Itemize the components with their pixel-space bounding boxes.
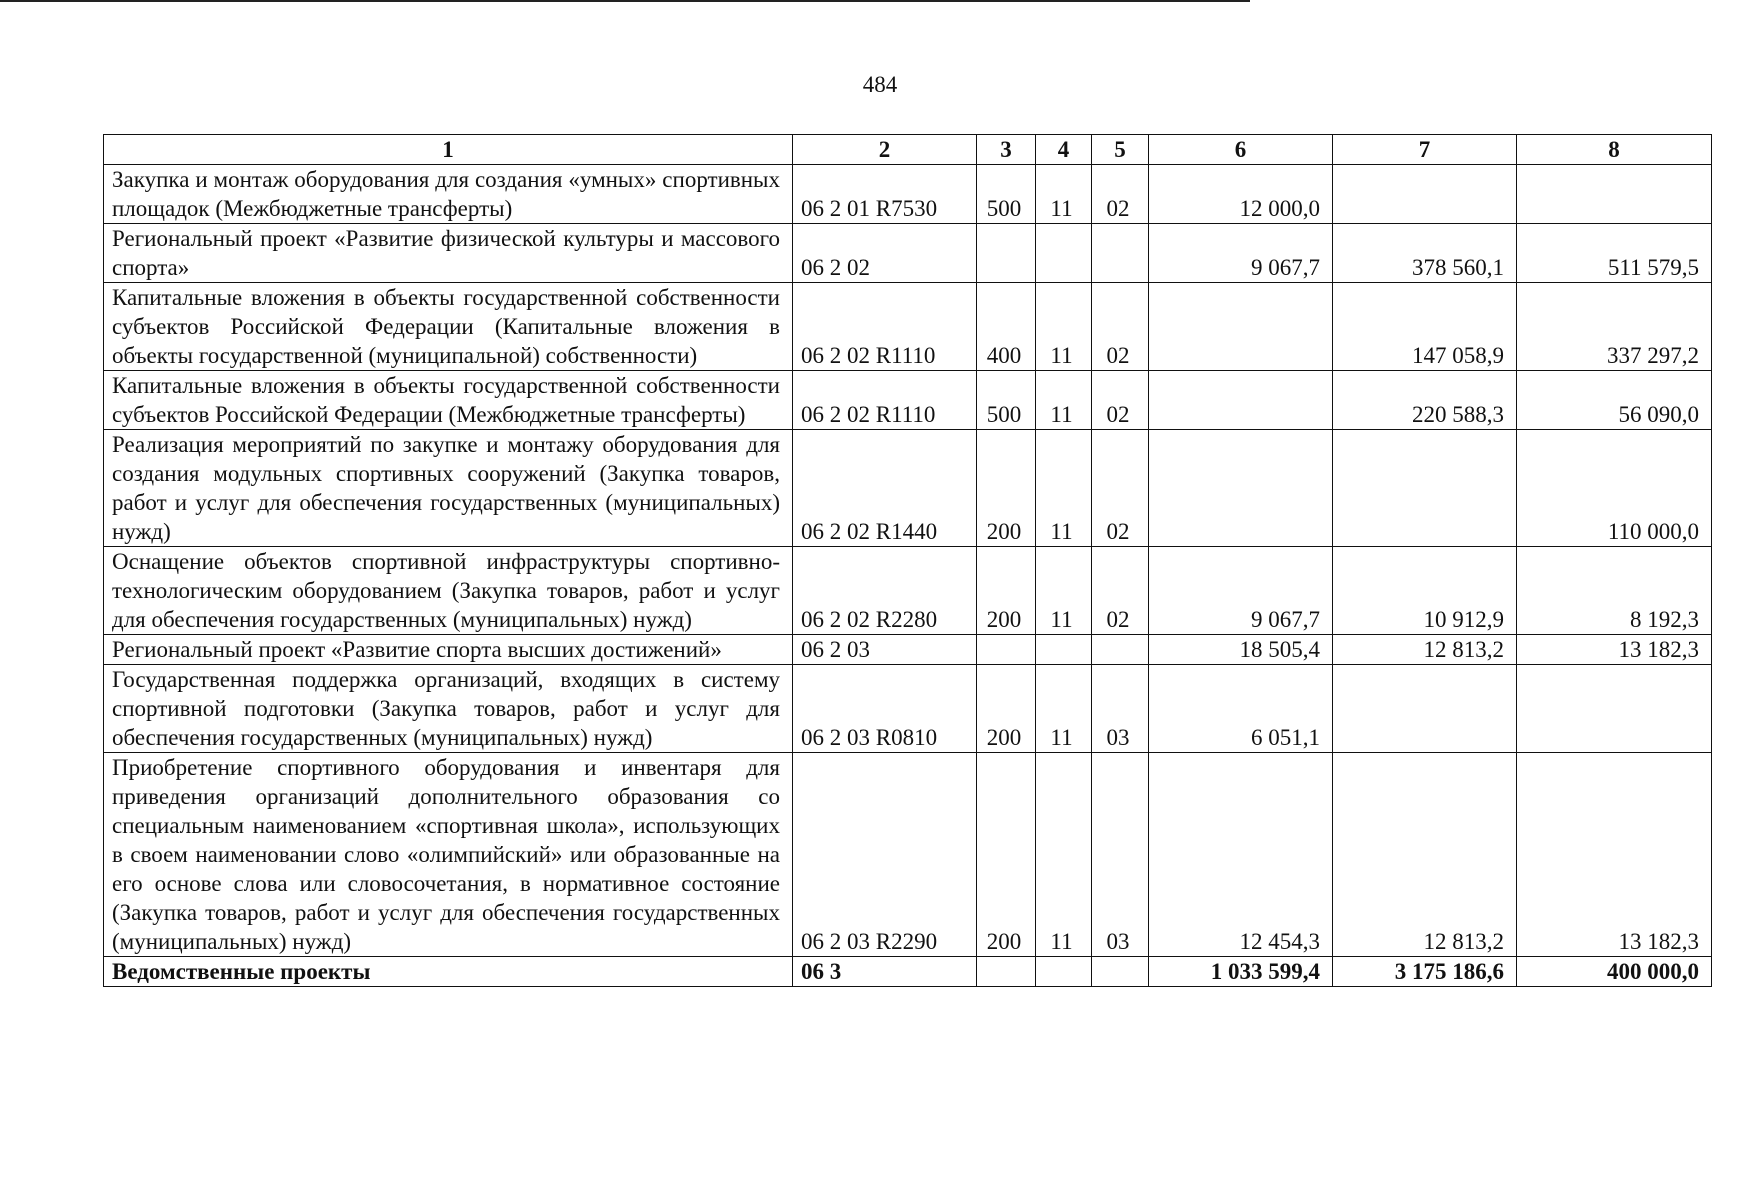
section-code: 11 [1036,430,1092,547]
amount-col-8: 400 000,0 [1517,957,1712,987]
section-code [1036,224,1092,283]
section-code: 11 [1036,371,1092,430]
amount-col-7: 10 912,9 [1333,547,1517,635]
target-article-code: 06 3 [793,957,977,987]
table-row [104,283,1712,371]
amount-col-8: 110 000,0 [1517,430,1712,547]
expense-type: 200 [977,430,1036,547]
row-description: Капитальные вложения в объекты государственной собственности субъектов Российской Федерации (Межбюджетные трансферты) [104,371,793,430]
expense-type: 200 [977,665,1036,753]
table-row [104,635,1712,665]
amount-col-7: 12 813,2 [1333,753,1517,957]
column-header-6: 6 [1149,135,1333,165]
amount-col-7: 220 588,3 [1333,371,1517,430]
table-row [104,430,1712,547]
amount-col-6 [1149,371,1333,430]
row-description: Государственная поддержка организаций, входящих в систему спортивной подготовки (Закупка товаров, работ и услуг для обеспечения государственных (муниципальных) нужд) [104,665,793,753]
column-header-2: 2 [793,135,977,165]
subsection-code: 03 [1092,665,1149,753]
section-code: 11 [1036,165,1092,224]
expense-type: 200 [977,753,1036,957]
row-description: Капитальные вложения в объекты государственной собственности субъектов Российской Федерации (Капитальные вложения в объекты государственной (муниципальной) собственности) [104,283,793,371]
row-description: Приобретение спортивного оборудования и инвентаря для приведения организаций дополнительного образования со специальным наименованием «спортивная школа», использующих в своем наименовании слово «олимпийский» или образованные на его основе слова или словосочетания, в нормативное состояние (Закупка товаров, работ и услуг для обеспечения государственных (муниципальных) нужд) [104,753,793,957]
table-row [104,665,1712,753]
column-header-3: 3 [977,135,1036,165]
target-article-code: 06 2 02 R1110 [793,283,977,371]
section-code: 11 [1036,547,1092,635]
amount-col-6: 18 505,4 [1149,635,1333,665]
table-row [104,165,1712,224]
section-code: 11 [1036,283,1092,371]
subsection-code: 02 [1092,547,1149,635]
subsection-code: 02 [1092,430,1149,547]
amount-col-6: 12 454,3 [1149,753,1333,957]
section-code [1036,635,1092,665]
page-number: 484 [862,72,898,97]
amount-col-8: 56 090,0 [1517,371,1712,430]
row-description: Региональный проект «Развитие спорта высших достижений» [104,635,793,665]
budget-table [103,134,1712,987]
table-row [104,957,1712,987]
subsection-code: 02 [1092,283,1149,371]
target-article-code: 06 2 03 R0810 [793,665,977,753]
amount-col-8: 13 182,3 [1517,635,1712,665]
subsection-code [1092,635,1149,665]
amount-col-6: 12 000,0 [1149,165,1333,224]
column-header-4: 4 [1036,135,1092,165]
amount-col-6: 9 067,7 [1149,547,1333,635]
section-code: 11 [1036,665,1092,753]
target-article-code: 06 2 02 R1110 [793,371,977,430]
expense-type: 500 [977,165,1036,224]
amount-col-6: 6 051,1 [1149,665,1333,753]
amount-col-7: 378 560,1 [1333,224,1517,283]
target-article-code: 06 2 03 R2290 [793,753,977,957]
table-row [104,753,1712,957]
column-header-7: 7 [1333,135,1517,165]
target-article-code: 06 2 02 R1440 [793,430,977,547]
expense-type [977,957,1036,987]
target-article-code: 06 2 01 R7530 [793,165,977,224]
amount-col-8: 8 192,3 [1517,547,1712,635]
expense-type [977,635,1036,665]
row-description: Региональный проект «Развитие физической культуры и массового спорта» [104,224,793,283]
amount-col-8 [1517,165,1712,224]
amount-col-7: 12 813,2 [1333,635,1517,665]
expense-type: 500 [977,371,1036,430]
subsection-code: 02 [1092,165,1149,224]
amount-col-8: 511 579,5 [1517,224,1712,283]
row-description: Реализация мероприятий по закупке и монтажу оборудования для создания модульных спортивных сооружений (Закупка товаров, работ и услуг для обеспечения государственных (муниципальных) нужд) [104,430,793,547]
row-description: Закупка и монтаж оборудования для создания «умных» спортивных площадок (Межбюджетные трансферты) [104,165,793,224]
expense-type: 400 [977,283,1036,371]
column-header-1: 1 [104,135,793,165]
expense-type: 200 [977,547,1036,635]
subsection-code: 02 [1092,371,1149,430]
amount-col-6 [1149,430,1333,547]
amount-col-7 [1333,665,1517,753]
amount-col-7: 147 058,9 [1333,283,1517,371]
target-article-code: 06 2 03 [793,635,977,665]
amount-col-6: 1 033 599,4 [1149,957,1333,987]
subsection-code [1092,957,1149,987]
row-description: Ведомственные проекты [104,957,793,987]
header-row [104,135,1712,165]
target-article-code: 06 2 02 [793,224,977,283]
amount-col-6: 9 067,7 [1149,224,1333,283]
expense-type [977,224,1036,283]
amount-col-8: 337 297,2 [1517,283,1712,371]
table-row [104,224,1712,283]
column-header-5: 5 [1092,135,1149,165]
table-row [104,371,1712,430]
section-code [1036,957,1092,987]
subsection-code: 03 [1092,753,1149,957]
amount-col-7 [1333,165,1517,224]
table-row [104,547,1712,635]
amount-col-7 [1333,430,1517,547]
amount-col-8 [1517,665,1712,753]
amount-col-8: 13 182,3 [1517,753,1712,957]
amount-col-7: 3 175 186,6 [1333,957,1517,987]
section-code: 11 [1036,753,1092,957]
subsection-code [1092,224,1149,283]
row-description: Оснащение объектов спортивной инфраструктуры спортивно-технологическим оборудованием (Закупка товаров, работ и услуг для обеспечения государственных (муниципальных) нужд) [104,547,793,635]
target-article-code: 06 2 02 R2280 [793,547,977,635]
column-header-8: 8 [1517,135,1712,165]
amount-col-6 [1149,283,1333,371]
top-rule [0,0,1250,2]
